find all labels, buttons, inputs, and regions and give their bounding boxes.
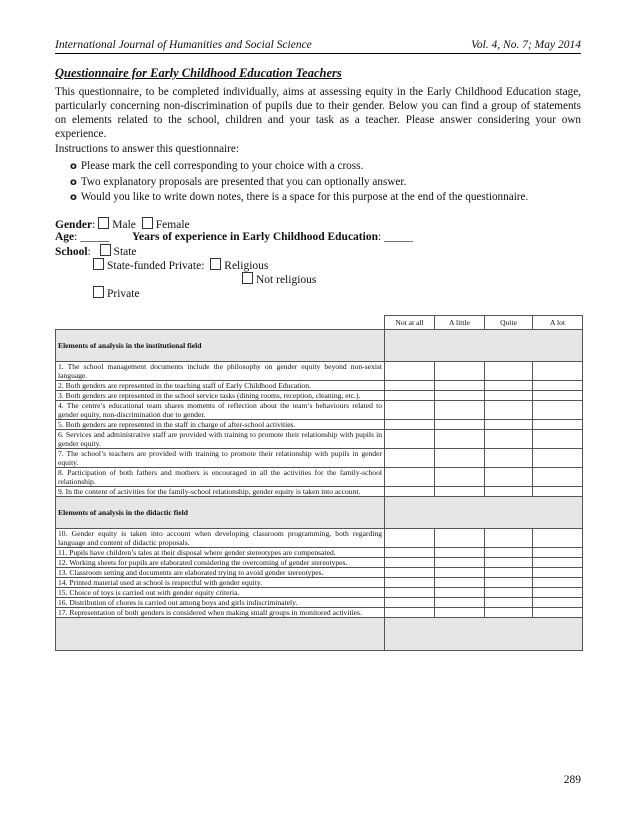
bullet-icon: o: [70, 192, 77, 203]
answer-cell[interactable]: [435, 529, 485, 548]
table-row: [56, 391, 583, 401]
section-title: Elements of analysis in the didactic field: [56, 497, 385, 529]
answer-cell[interactable]: [485, 391, 533, 401]
answer-cell[interactable]: [533, 568, 583, 578]
answer-cell[interactable]: [533, 430, 583, 449]
answer-cell[interactable]: [385, 401, 435, 420]
answer-cell[interactable]: [435, 568, 485, 578]
table-row: [56, 558, 583, 568]
answer-cell[interactable]: [385, 598, 435, 608]
answer-cell[interactable]: [435, 487, 485, 497]
item-statement: 8. Participation of both fathers and mothers is encouraged in all the activities for the family-school relationship.: [56, 468, 385, 487]
page-title: Questionnaire for Early Childhood Education Teachers: [55, 66, 342, 80]
answer-cell[interactable]: [533, 598, 583, 608]
bullet-icon: o: [70, 176, 77, 188]
answer-cell[interactable]: [435, 548, 485, 558]
column-header: Quite: [485, 316, 533, 330]
item-statement: 3. Both genders are represented in the school service tasks (dining rooms, reception, cleaning, etc.).: [56, 391, 385, 401]
answer-cell[interactable]: [435, 598, 485, 608]
table-row: [56, 568, 583, 578]
item-statement: 6. Services and administrative staff are provided with training to promote their relationship with pupils in gender equity.: [56, 430, 385, 449]
age-label: Age: [55, 231, 75, 243]
answer-cell[interactable]: [533, 401, 583, 420]
male-checkbox[interactable]: [98, 217, 109, 229]
answer-cell[interactable]: [385, 529, 435, 548]
bullet-icon: o: [70, 161, 77, 172]
answer-cell[interactable]: [533, 548, 583, 558]
item-statement: 1. The school management documents include the philosophy on gender equity beyond non-sexist language.: [56, 362, 385, 381]
item-statement: 15. Choice of toys is carried out with gender equity criteria.: [56, 588, 385, 598]
answer-cell[interactable]: [385, 391, 435, 401]
experience-field[interactable]: _____: [384, 231, 413, 243]
answer-cell[interactable]: [435, 468, 485, 487]
answer-cell[interactable]: [485, 468, 533, 487]
answer-cell[interactable]: [485, 381, 533, 391]
not-religious-label: Not religious: [256, 274, 317, 286]
instructions-list: [70, 159, 528, 206]
item-statement: 17. Representation of both genders is considered when making small groups in monitored activities.: [56, 608, 385, 618]
notes-row: [56, 618, 583, 651]
answer-cell[interactable]: [435, 391, 485, 401]
table-row: [56, 578, 583, 588]
item-statement: 12. Working sheets for pupils are elaborated considering the overcoming of gender stereotypes.: [56, 558, 385, 568]
answer-cell[interactable]: [435, 362, 485, 381]
answer-cell[interactable]: [485, 430, 533, 449]
religious-label: Religious: [224, 260, 269, 272]
private-line: [90, 286, 140, 300]
column-header-row: [56, 316, 583, 330]
column-header: A little: [435, 316, 485, 330]
table-row: [56, 487, 583, 497]
answer-cell[interactable]: [485, 449, 533, 468]
answer-cell[interactable]: [533, 449, 583, 468]
item-statement: 2. Both genders are represented in the teaching staff of Early Childhood Education.: [56, 381, 385, 391]
item-statement: 5. Both genders are represented in the staff in charge of after-school activities.: [56, 420, 385, 430]
age-field[interactable]: _____: [80, 231, 109, 243]
page-number: 289: [563, 774, 581, 786]
private-checkbox[interactable]: [93, 286, 104, 298]
answer-cell[interactable]: [385, 449, 435, 468]
answer-cell[interactable]: [533, 468, 583, 487]
answer-cell[interactable]: [435, 430, 485, 449]
answer-cell[interactable]: [385, 608, 435, 618]
section-title: Elements of analysis in the institutional field: [56, 330, 385, 362]
answer-cell[interactable]: [533, 558, 583, 568]
item-statement: 16. Distribution of chores is carried out among boys and girls indiscriminately.: [56, 598, 385, 608]
item-statement: 7. The school’s teachers are provided with training to promote their relationship with pupils in gender equity.: [56, 449, 385, 468]
answer-cell[interactable]: [485, 487, 533, 497]
table-row: [56, 362, 583, 381]
answer-cell[interactable]: [533, 420, 583, 430]
answer-cell[interactable]: [533, 608, 583, 618]
private-label: Private: [107, 288, 140, 300]
state-funded-label: State-funded Private:: [107, 260, 205, 272]
table-row: [56, 420, 583, 430]
answer-cell[interactable]: [385, 548, 435, 558]
gender-label: Gender: [55, 219, 93, 231]
answer-cell[interactable]: [385, 568, 435, 578]
item-statement: 11. Pupils have children’s tales at their disposal where gender stereotypes are compensated.: [56, 548, 385, 558]
male-label: Male: [112, 219, 136, 231]
instructions-heading: Instructions to answer this questionnaire:: [55, 143, 239, 155]
table-row: [56, 430, 583, 449]
table-row: [56, 381, 583, 391]
answer-cell[interactable]: [435, 381, 485, 391]
answer-cell[interactable]: [485, 420, 533, 430]
answer-cell[interactable]: [385, 381, 435, 391]
item-statement: 4. The centre’s educational team shares moments of reflection about the team’s behaviours related to gender equity, non-discrimination due to gender.: [56, 401, 385, 420]
table-row: [56, 548, 583, 558]
answer-cell[interactable]: [435, 420, 485, 430]
school-line: School: State: [55, 246, 137, 258]
answer-cell[interactable]: [533, 391, 583, 401]
answer-cell[interactable]: [385, 558, 435, 568]
state-funded-line: [90, 258, 268, 272]
item-statement: 10. Gender equity is taken into account when developing classroom programming, both regarding language and content of didactic proposals.: [56, 529, 385, 548]
answer-cell[interactable]: [485, 548, 533, 558]
answer-cell[interactable]: [485, 588, 533, 598]
notes-space[interactable]: [56, 618, 385, 651]
answer-cell[interactable]: [485, 529, 533, 548]
state-checkbox[interactable]: [100, 244, 111, 256]
age-line: Age: _____ Years of experience in Early Childhood Education: _____: [55, 231, 413, 243]
answer-cell[interactable]: [385, 362, 435, 381]
answer-cell[interactable]: [435, 558, 485, 568]
answer-cell[interactable]: [385, 578, 435, 588]
table-row: [56, 529, 583, 548]
answer-cell[interactable]: [533, 381, 583, 391]
answer-cell[interactable]: [435, 608, 485, 618]
state-label: State: [113, 246, 137, 258]
answer-cell[interactable]: [533, 578, 583, 588]
not-religious-checkbox[interactable]: [242, 272, 253, 284]
section-header-row: [56, 330, 583, 362]
table-row: [56, 468, 583, 487]
answer-cell[interactable]: [385, 420, 435, 430]
answer-cell[interactable]: [485, 401, 533, 420]
column-header: A lot: [533, 316, 583, 330]
answer-cell[interactable]: [435, 401, 485, 420]
answer-cell[interactable]: [533, 529, 583, 548]
state-funded-checkbox[interactable]: [93, 258, 104, 270]
questionnaire-table: [55, 315, 583, 651]
intro-paragraph: This questionnaire, to be completed individually, aims at assessing equity in the Early Childhood Education stage, particularly concerning non-discrimination of pupils due to their gender. Below you can find a group of statements on elements related to the school, children and your task as a teacher. Please answer considering your own experience.: [55, 86, 581, 140]
journal-name: International Journal of Humanities and Social Science: [55, 39, 312, 51]
instruction-item: o Two explanatory proposals are presented that you can optionally answer.: [70, 175, 407, 188]
answer-cell[interactable]: [385, 468, 435, 487]
not-religious-line: [239, 272, 316, 286]
item-statement: 14. Printed material used at school is respectful with gender equity.: [56, 578, 385, 588]
table-row: [56, 598, 583, 608]
answer-cell[interactable]: [435, 578, 485, 588]
answer-cell[interactable]: [533, 362, 583, 381]
answer-cell[interactable]: [385, 588, 435, 598]
experience-label: Years of experience in Early Childhood Education: [132, 231, 378, 243]
answer-cell[interactable]: [533, 588, 583, 598]
answer-cell[interactable]: [485, 608, 533, 618]
table-row: [56, 588, 583, 598]
column-header: Not at all: [385, 316, 435, 330]
answer-cell[interactable]: [485, 598, 533, 608]
school-label: School: [55, 246, 88, 258]
section-header-row: [56, 497, 583, 529]
answer-cell[interactable]: [435, 588, 485, 598]
table-row: [56, 401, 583, 420]
female-checkbox[interactable]: [142, 217, 153, 229]
answer-cell[interactable]: [385, 430, 435, 449]
answer-cell[interactable]: [485, 558, 533, 568]
answer-cell[interactable]: [385, 487, 435, 497]
table-row: [56, 608, 583, 618]
table-row: [56, 449, 583, 468]
answer-cell[interactable]: [485, 568, 533, 578]
female-label: Female: [155, 219, 190, 231]
answer-cell[interactable]: [435, 449, 485, 468]
gender-line: Gender: Male Female: [55, 219, 190, 231]
answer-cell[interactable]: [485, 578, 533, 588]
instruction-item: o Would you like to write down notes, there is a space for this purpose at the end of the questionnaire.: [70, 191, 529, 203]
religious-checkbox[interactable]: [210, 258, 221, 270]
issue-info: Vol. 4, No. 7; May 2014: [471, 39, 581, 51]
instruction-item: o Please mark the cell corresponding to your choice with a cross.: [70, 160, 364, 172]
item-statement: 13. Classroom setting and documents are elaborated trying to avoid gender stereotypes.: [56, 568, 385, 578]
answer-cell[interactable]: [485, 362, 533, 381]
header-rule: [55, 53, 581, 54]
item-statement: 9. In the content of activities for the family-school relationship, gender equity is taken into account.: [56, 487, 385, 497]
answer-cell[interactable]: [533, 487, 583, 497]
